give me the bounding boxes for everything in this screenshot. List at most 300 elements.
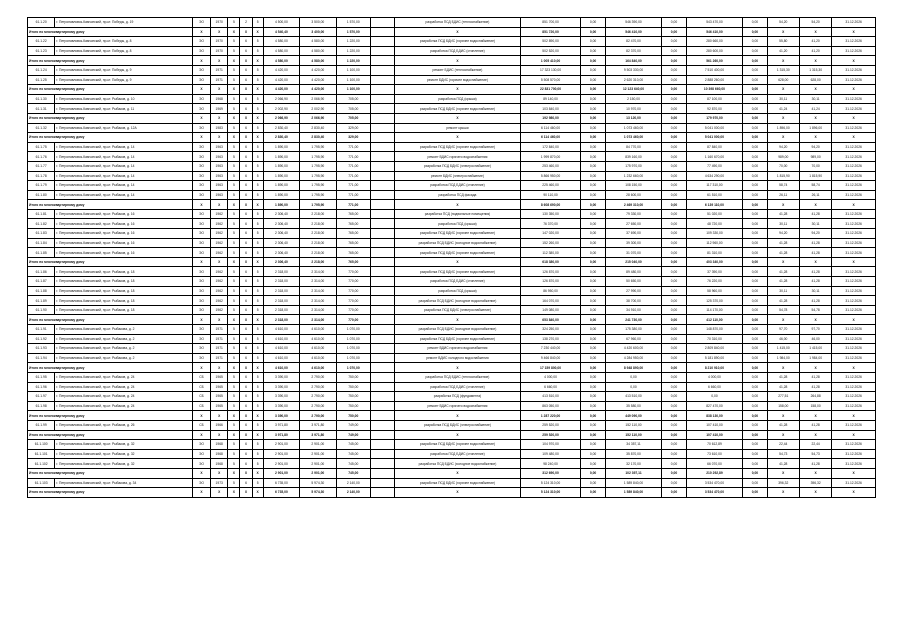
address-cell: г. Петропавловск-Камчатский, пр-кт. Рыбаков, д. 16: [55, 229, 193, 239]
table-cell: 324 250,00: [520, 325, 581, 335]
table-cell: X: [767, 257, 799, 267]
address-cell: г. Петропавловск-Камчатский, пр-кт. Рыбакова, д. 2: [55, 353, 193, 363]
table-cell: 5: [228, 190, 240, 200]
table-cell: X: [240, 56, 252, 66]
table-cell: 2 830,40: [263, 133, 299, 143]
table-cell: 0,00: [743, 392, 767, 402]
address-cell: г. Петропавловск-Камчатский, пр-кт. Победы, д. 9: [55, 65, 193, 75]
table-cell: 41,28: [799, 277, 831, 287]
address-cell: г. Петропавловск-Камчатский, пр-кт. Рыбаков, д. 16: [55, 219, 193, 229]
table-cell: 5: [252, 152, 263, 162]
table-cell: X: [211, 488, 228, 498]
table-cell: 5: [252, 171, 263, 181]
table-cell: ЭО: [192, 75, 210, 85]
table-cell: 6: [240, 219, 252, 229]
table-cell: 6: [240, 305, 252, 315]
table-cell: 0,00: [581, 27, 605, 37]
table-cell: X: [395, 430, 520, 440]
table-cell: 79 330,00: [605, 209, 662, 219]
table-cell: X: [211, 56, 228, 66]
table-cell: X: [395, 257, 520, 267]
table-cell: 41,28: [799, 296, 831, 306]
work-type-cell: разработка ПСД БДИС (холодное водоснабжение): [395, 296, 520, 306]
table-cell: X: [192, 315, 210, 325]
table-cell: [370, 420, 394, 430]
table-cell: 0,00: [662, 94, 686, 104]
table-cell: 750,00: [336, 372, 370, 382]
table-cell: 1 795,90: [300, 190, 336, 200]
table-cell: 17 159 800,00: [520, 363, 581, 373]
row-number: 61.1.78: [28, 171, 55, 181]
table-cell: [370, 46, 394, 56]
table-cell: 0,00: [662, 190, 686, 200]
work-type-cell: разработка ПСД БДИС (электроснабжение): [395, 305, 520, 315]
table-cell: [370, 104, 394, 114]
table-cell: [370, 257, 394, 267]
table-cell: 0,00: [662, 296, 686, 306]
table-cell: ЭО: [192, 152, 210, 162]
table-cell: 0,00: [581, 142, 605, 152]
table-cell: X: [767, 363, 799, 373]
table-cell: 705,00: [336, 94, 370, 104]
table-cell: 0,00: [743, 353, 767, 363]
table-cell: 0,00: [662, 123, 686, 133]
table-cell: 1971: [211, 353, 228, 363]
table-cell: 2 318,00: [263, 267, 299, 277]
table-cell: 0,00: [581, 229, 605, 239]
table-cell: 2 306,40: [263, 219, 299, 229]
table-cell: 1962: [211, 209, 228, 219]
row-number: 61.1.94: [28, 353, 55, 363]
table-cell: 28 600,00: [605, 190, 662, 200]
row-number: 61.1.89: [28, 296, 55, 306]
table-cell: 0,00: [743, 27, 767, 37]
table-cell: 31 070,00: [605, 248, 662, 258]
work-type-cell: ремонт ВДИС горячего водоснабжения: [395, 344, 520, 354]
row-number: 61.1.102: [28, 459, 55, 469]
table-cell: 0,00: [662, 181, 686, 191]
table-cell: 41,24: [767, 104, 799, 114]
table-cell: 164 840,00: [605, 56, 662, 66]
work-type-cell: разработка ПСД БДИС (электроснабжение): [395, 161, 520, 171]
table-cell: 628,00: [799, 75, 831, 85]
table-cell: [370, 478, 394, 488]
table-cell: 6: [240, 372, 252, 382]
table-cell: ЭО: [192, 161, 210, 171]
table-cell: 5: [228, 37, 240, 47]
table-cell: 1 795,90: [300, 142, 336, 152]
table-cell: 31.12.2026: [832, 123, 876, 133]
table-cell: 0,00: [743, 219, 767, 229]
table-cell: ЭО: [192, 46, 210, 56]
table-cell: 1 795,90: [300, 161, 336, 171]
table-cell: 58,74: [799, 181, 831, 191]
table-cell: 0,00: [581, 363, 605, 373]
table-cell: 6 660,00: [520, 382, 581, 392]
table-cell: ЭО: [192, 267, 210, 277]
table-cell: 4 580,00: [263, 37, 299, 47]
table-cell: 0,00: [743, 372, 767, 382]
table-row: [28, 305, 876, 315]
address-cell: г. Петропавловск-Камчатский, пр-кт. Рыбаков, д. 24: [55, 392, 193, 402]
table-cell: ЭО: [192, 18, 210, 28]
work-type-cell: разработка ПСД (крыши): [395, 286, 520, 296]
table-cell: X: [767, 56, 799, 66]
table-cell: 5: [228, 65, 240, 75]
table-row: [28, 267, 876, 277]
table-cell: X: [240, 85, 252, 95]
table-cell: 2 790,00: [300, 372, 336, 382]
table-cell: ЭО: [192, 334, 210, 344]
address-cell: г. Петропавловск-Камчатский, пр-кт. Рыбаков, д. 18: [55, 305, 193, 315]
table-cell: 1965: [211, 382, 228, 392]
table-cell: 164 070,00: [520, 296, 581, 306]
table-cell: 5: [252, 267, 263, 277]
table-cell: 1966: [211, 420, 228, 430]
table-row: [28, 325, 876, 335]
table-cell: X: [395, 56, 520, 66]
table-cell: 2 066,90: [263, 113, 299, 123]
table-cell: 30,11: [767, 286, 799, 296]
work-type-cell: ремонт БДИС (теплоснабжение): [395, 65, 520, 75]
table-cell: 41,28: [767, 420, 799, 430]
table-cell: 2 002,90: [263, 104, 299, 114]
table-cell: X: [832, 363, 876, 373]
row-number: 61.1.93: [28, 344, 55, 354]
table-cell: 82 370,00: [605, 46, 662, 56]
table-cell: 31.12.2026: [832, 392, 876, 402]
table-cell: 771,00: [336, 152, 370, 162]
table-cell: 2 901,00: [300, 440, 336, 450]
table-cell: 130 350,00: [520, 209, 581, 219]
table-cell: 750,00: [336, 401, 370, 411]
table-cell: 41,28: [767, 277, 799, 287]
table-cell: 5 181 890,00: [686, 353, 743, 363]
table-cell: 2 140,00: [336, 488, 370, 498]
table-cell: 2 218,00: [300, 257, 336, 267]
table-cell: X: [192, 468, 210, 478]
table-cell: 765,00: [336, 257, 370, 267]
table-cell: 2 140,00: [336, 478, 370, 488]
table-cell: X: [832, 430, 876, 440]
table-cell: 5: [252, 190, 263, 200]
table-cell: X: [192, 56, 210, 66]
table-cell: X: [240, 430, 252, 440]
table-cell: 31.12.2026: [832, 171, 876, 181]
table-cell: 0,00: [743, 468, 767, 478]
table-cell: 1 984,00: [799, 353, 831, 363]
table-cell: 30,11: [799, 94, 831, 104]
table-cell: 1 896,00: [799, 123, 831, 133]
row-number: 61.1.95: [28, 372, 55, 382]
table-cell: 241 730,00: [605, 315, 662, 325]
table-cell: 6: [240, 142, 252, 152]
table-cell: 37 390,00: [686, 267, 743, 277]
table-cell: X: [832, 257, 876, 267]
table-cell: 0,00: [581, 161, 605, 171]
table-cell: X: [832, 85, 876, 95]
table-cell: X: [240, 468, 252, 478]
table-cell: 179 970,00: [686, 113, 743, 123]
table-cell: 0,00: [743, 200, 767, 210]
table-cell: X: [799, 411, 831, 421]
table-cell: 2 830,40: [300, 133, 336, 143]
work-type-cell: разработка ПСД БДИС (холодное водоснабжение): [395, 459, 520, 469]
table-cell: 2 888 260,00: [686, 75, 743, 85]
work-type-cell: разработка ПСД фасада: [395, 190, 520, 200]
row-number: 61.1.85: [28, 248, 55, 258]
table-cell: ЭО: [192, 219, 210, 229]
table-cell: 31.12.2026: [832, 219, 876, 229]
table-cell: 0,00: [743, 18, 767, 28]
table-cell: 31.12.2026: [832, 181, 876, 191]
table-cell: 5: [252, 286, 263, 296]
table-cell: 1 220,00: [336, 46, 370, 56]
table-cell: 5 974,30: [300, 488, 336, 498]
table-cell: 2 790,00: [300, 392, 336, 402]
table-cell: 0,00: [662, 267, 686, 277]
table-cell: 2 314,00: [300, 267, 336, 277]
table-cell: 31.12.2026: [832, 75, 876, 85]
table-cell: 175 970,00: [605, 161, 662, 171]
table-cell: 770,00: [336, 296, 370, 306]
table-cell: 543 470,00: [686, 18, 743, 28]
table-cell: 6: [240, 238, 252, 248]
table-cell: 0,00: [743, 85, 767, 95]
table-cell: 5: [228, 209, 240, 219]
table-cell: 31.12.2026: [832, 190, 876, 200]
table-cell: 0,00: [581, 296, 605, 306]
table-cell: 0,00: [581, 85, 605, 95]
table-row: [28, 277, 876, 287]
table-cell: [370, 286, 394, 296]
table-cell: X: [767, 315, 799, 325]
table-cell: X: [252, 200, 263, 210]
address-cell: г. Петропавловск-Камчатский, пр-кт. Рыбаков, д. 12А: [55, 123, 193, 133]
table-cell: СБ: [192, 420, 210, 430]
table-cell: 41,20: [767, 46, 799, 56]
table-cell: 628,00: [767, 75, 799, 85]
table-row: [28, 229, 876, 239]
table-cell: X: [228, 315, 240, 325]
table-cell: X: [767, 27, 799, 37]
table-cell: ЭО: [192, 325, 210, 335]
table-cell: 5: [228, 46, 240, 56]
table-cell: 41,28: [767, 459, 799, 469]
row-number: 61.1.88: [28, 286, 55, 296]
table-cell: СБ: [192, 382, 210, 392]
table-cell: 0,00: [662, 372, 686, 382]
table-cell: 2 314,00: [300, 296, 336, 306]
table-cell: 0,00: [581, 315, 605, 325]
table-cell: 90 110,00: [520, 190, 581, 200]
table-cell: X: [228, 430, 240, 440]
table-cell: 31.12.2026: [832, 296, 876, 306]
table-cell: 51 020,00: [686, 209, 743, 219]
work-type-cell: ремонт БДИС (электроснабжение): [395, 171, 520, 181]
table-cell: 31.12.2026: [832, 37, 876, 47]
table-cell: ЭО: [192, 229, 210, 239]
table-cell: 0,00: [743, 334, 767, 344]
table-cell: 1965: [211, 392, 228, 402]
table-cell: ЭО: [192, 459, 210, 469]
table-cell: 210 292,89: [686, 468, 743, 478]
table-cell: [370, 75, 394, 85]
table-cell: 0,00: [662, 161, 686, 171]
work-type-cell: разработка ПСД (крыши): [395, 94, 520, 104]
table-cell: 2 790,00: [300, 411, 336, 421]
table-cell: 98 240,00: [520, 459, 581, 469]
table-cell: X: [799, 468, 831, 478]
table-cell: 4 610,00: [300, 325, 336, 335]
table-cell: X: [228, 133, 240, 143]
table-cell: 1 070,00: [336, 344, 370, 354]
table-cell: ЭО: [192, 190, 210, 200]
total-label: Итого по многоквартирному дому: [28, 315, 193, 325]
table-cell: 82 470,00: [605, 37, 662, 47]
table-cell: X: [395, 113, 520, 123]
table-cell: 0,00: [581, 18, 605, 28]
table-cell: 0,00: [662, 315, 686, 325]
table-cell: X: [240, 27, 252, 37]
table-cell: 0,00: [743, 181, 767, 191]
work-type-cell: ремонт крыши: [395, 123, 520, 133]
table-cell: 76 370,00: [520, 219, 581, 229]
table-cell: 35 870,00: [605, 449, 662, 459]
table-cell: [370, 440, 394, 450]
table-cell: 5: [252, 296, 263, 306]
work-type-cell: разработка ПСД БДИС (горячее водоснабжение): [395, 334, 520, 344]
table-cell: [370, 229, 394, 239]
table-cell: 67 960,00: [605, 334, 662, 344]
table-cell: 5: [228, 161, 240, 171]
address-cell: г. Петропавловск-Камчатский, пр-кт. Рыбаков, д. 16: [55, 248, 193, 258]
table-row: [28, 190, 876, 200]
table-cell: 4 580,00: [300, 46, 336, 56]
table-cell: 37 690,00: [605, 229, 662, 239]
table-cell: [370, 18, 394, 28]
table-cell: 5: [228, 382, 240, 392]
table-cell: 1962: [211, 248, 228, 258]
total-row: [28, 56, 876, 66]
table-cell: X: [240, 363, 252, 373]
table-row: [28, 152, 876, 162]
table-cell: 4 580,00: [263, 46, 299, 56]
table-cell: X: [767, 488, 799, 498]
table-cell: 41,28: [799, 372, 831, 382]
table-cell: 13 120,00: [605, 113, 662, 123]
table-row: [28, 334, 876, 344]
table-cell: 329,00: [336, 133, 370, 143]
table-cell: 561 260,00: [686, 56, 743, 66]
table-cell: 4 634 290,00: [686, 171, 743, 181]
table-cell: [370, 181, 394, 191]
table-cell: 1 100,00: [336, 75, 370, 85]
table-cell: X: [252, 113, 263, 123]
table-cell: 10 398 660,00: [686, 85, 743, 95]
row-number: 61.1.101: [28, 449, 55, 459]
table-cell: 1 890,00: [263, 171, 299, 181]
table-cell: 0,00: [581, 305, 605, 315]
table-cell: 6: [240, 325, 252, 335]
table-cell: [370, 56, 394, 66]
table-cell: 0,00: [662, 56, 686, 66]
table-cell: 5 866 950,00: [520, 171, 581, 181]
table-cell: 1 795,90: [300, 200, 336, 210]
table-cell: 4 610,00: [263, 325, 299, 335]
table-cell: 175 380,00: [605, 325, 662, 335]
address-cell: г. Петропавловск-Камчатский, пр-кт. Победы, д. 19: [55, 18, 193, 28]
table-cell: 31.12.2026: [832, 248, 876, 258]
table-cell: 4 610,00: [300, 363, 336, 373]
table-cell: 0,00: [662, 238, 686, 248]
table-cell: X: [240, 133, 252, 143]
table-cell: 6: [240, 286, 252, 296]
table-cell: 1 315,30: [767, 65, 799, 75]
table-cell: [370, 488, 394, 498]
address-cell: г. Петропавловск-Камчатский, пр-кт. Рыбаков, д. 24: [55, 382, 193, 392]
table-cell: 41,28: [799, 382, 831, 392]
table-cell: 6: [240, 161, 252, 171]
table-cell: X: [211, 200, 228, 210]
address-cell: г. Петропавловск-Камчатский, пр-кт. Победы, д. 8: [55, 37, 193, 47]
table-cell: ЭО: [192, 353, 210, 363]
table-cell: 0,00: [662, 277, 686, 287]
table-cell: 259 520,00: [520, 420, 581, 430]
table-cell: 0,00: [581, 209, 605, 219]
row-number: 61.1.20: [28, 18, 55, 28]
table-cell: 4 540,40: [263, 27, 299, 37]
table-cell: 5: [228, 440, 240, 450]
table-cell: [370, 267, 394, 277]
table-cell: 152 110,00: [605, 430, 662, 440]
table-row: [28, 372, 876, 382]
table-cell: 396,32: [767, 478, 799, 488]
table-cell: 5: [252, 478, 263, 488]
table-cell: X: [192, 411, 210, 421]
table-cell: [370, 401, 394, 411]
table-cell: 1963: [211, 142, 228, 152]
table-cell: 34 357,11: [605, 440, 662, 450]
table-cell: 2 314,00: [300, 277, 336, 287]
table-cell: X: [799, 363, 831, 373]
table-cell: X: [252, 257, 263, 267]
table-cell: 4 610,00: [263, 334, 299, 344]
table-cell: 0,00: [662, 219, 686, 229]
address-cell: г. Петропавловск-Камчатский, пр-кт. Рыбакова, д. 2: [55, 334, 193, 344]
table-row: [28, 459, 876, 469]
table-cell: X: [395, 200, 520, 210]
table-cell: ЭО: [192, 65, 210, 75]
row-number: 61.1.31: [28, 104, 55, 114]
table-cell: 2 306,40: [263, 209, 299, 219]
table-cell: 2 790,00: [300, 382, 336, 392]
total-row: [28, 411, 876, 421]
table-cell: 0,00: [743, 65, 767, 75]
table-cell: 0,00: [743, 161, 767, 171]
table-cell: 653 840,00: [520, 315, 581, 325]
table-cell: 41,28: [799, 420, 831, 430]
table-cell: 745,00: [336, 440, 370, 450]
table-cell: 94,20: [799, 142, 831, 152]
table-cell: 0,00: [662, 411, 686, 421]
table-cell: X: [240, 315, 252, 325]
table-cell: 546 410,00: [605, 27, 662, 37]
table-cell: X: [767, 113, 799, 123]
table-cell: 0,00: [581, 286, 605, 296]
table-cell: 0,00: [581, 334, 605, 344]
table-cell: X: [228, 257, 240, 267]
